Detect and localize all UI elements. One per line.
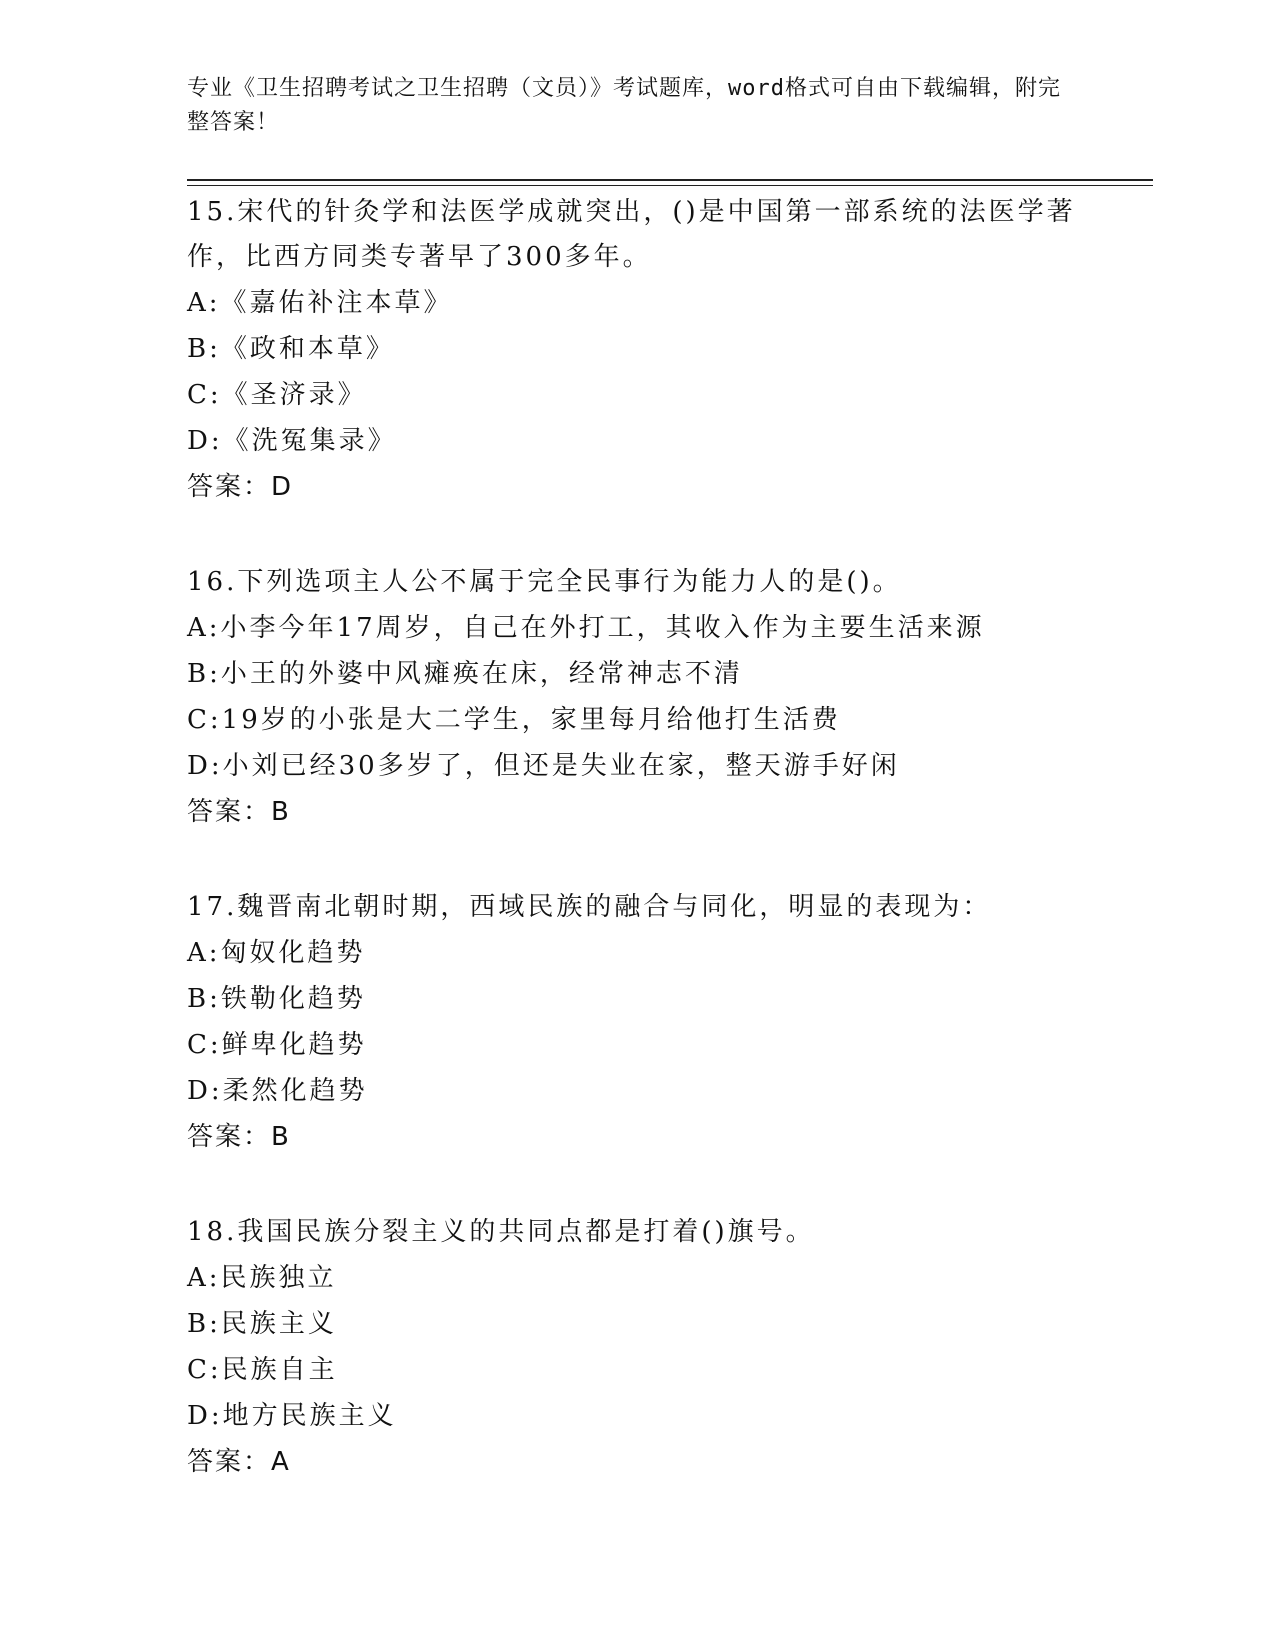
question-stem: 18.我国民族分裂主义的共同点都是打着()旗号。: [187, 1217, 815, 1247]
question-spacer: [187, 510, 1087, 560]
header-divider-thin: [187, 185, 1153, 186]
option-a: A:小李今年17周岁，自己在外打工，其收入作为主要生活来源: [187, 613, 985, 643]
question-spacer: [187, 835, 1087, 885]
answer-line: 答案：A: [187, 1447, 291, 1477]
answer-line: 答案：B: [187, 1122, 291, 1152]
answer-line: 答案：D: [187, 472, 294, 502]
document-header: 专业《卫生招聘考试之卫生招聘（文员）》考试题库，word格式可自由下载编辑，附完整答案！: [187, 76, 1061, 135]
option-c: C:民族自主: [187, 1355, 338, 1385]
option-d: D:地方民族主义: [187, 1401, 397, 1431]
option-c: C:鲜卑化趋势: [187, 1030, 367, 1060]
question-spacer: [187, 1160, 1087, 1210]
question-stem: 16.下列选项主人公不属于完全民事行为能力人的是()。: [187, 567, 902, 597]
question-17: [187, 885, 1087, 1160]
question-stem: 17.魏晋南北朝时期，西域民族的融合与同化，明显的表现为：: [187, 892, 992, 922]
option-b: B:铁勒化趋势: [187, 984, 366, 1014]
option-b: B:小王的外婆中风瘫痪在床，经常神志不清: [187, 659, 743, 689]
option-a: A:匈奴化趋势: [187, 938, 366, 968]
option-a: A:民族独立: [187, 1263, 337, 1293]
question-list: [187, 190, 1087, 1485]
header-divider-thick: [187, 179, 1153, 181]
option-b: B:民族主义: [187, 1309, 337, 1339]
option-d: D:柔然化趋势: [187, 1076, 368, 1106]
question-stem: 15.宋代的针灸学和法医学成就突出，()是中国第一部系统的法医学著作，比西方同类专著早了300多年。: [187, 197, 1076, 272]
option-c: C:19岁的小张是大二学生，家里每月给他打生活费: [187, 705, 841, 735]
option-a: A:《嘉佑补注本草》: [187, 288, 453, 318]
question-16: [187, 560, 1087, 835]
option-d: D:《洗冤集录》: [187, 426, 397, 456]
question-15: [187, 190, 1087, 510]
option-d: D:小刘已经30多岁了，但还是失业在家，整天游手好闲: [187, 751, 900, 781]
question-18: [187, 1210, 1087, 1485]
option-b: B:《政和本草》: [187, 334, 395, 364]
answer-line: 答案：B: [187, 797, 291, 827]
option-c: C:《圣济录》: [187, 380, 367, 410]
